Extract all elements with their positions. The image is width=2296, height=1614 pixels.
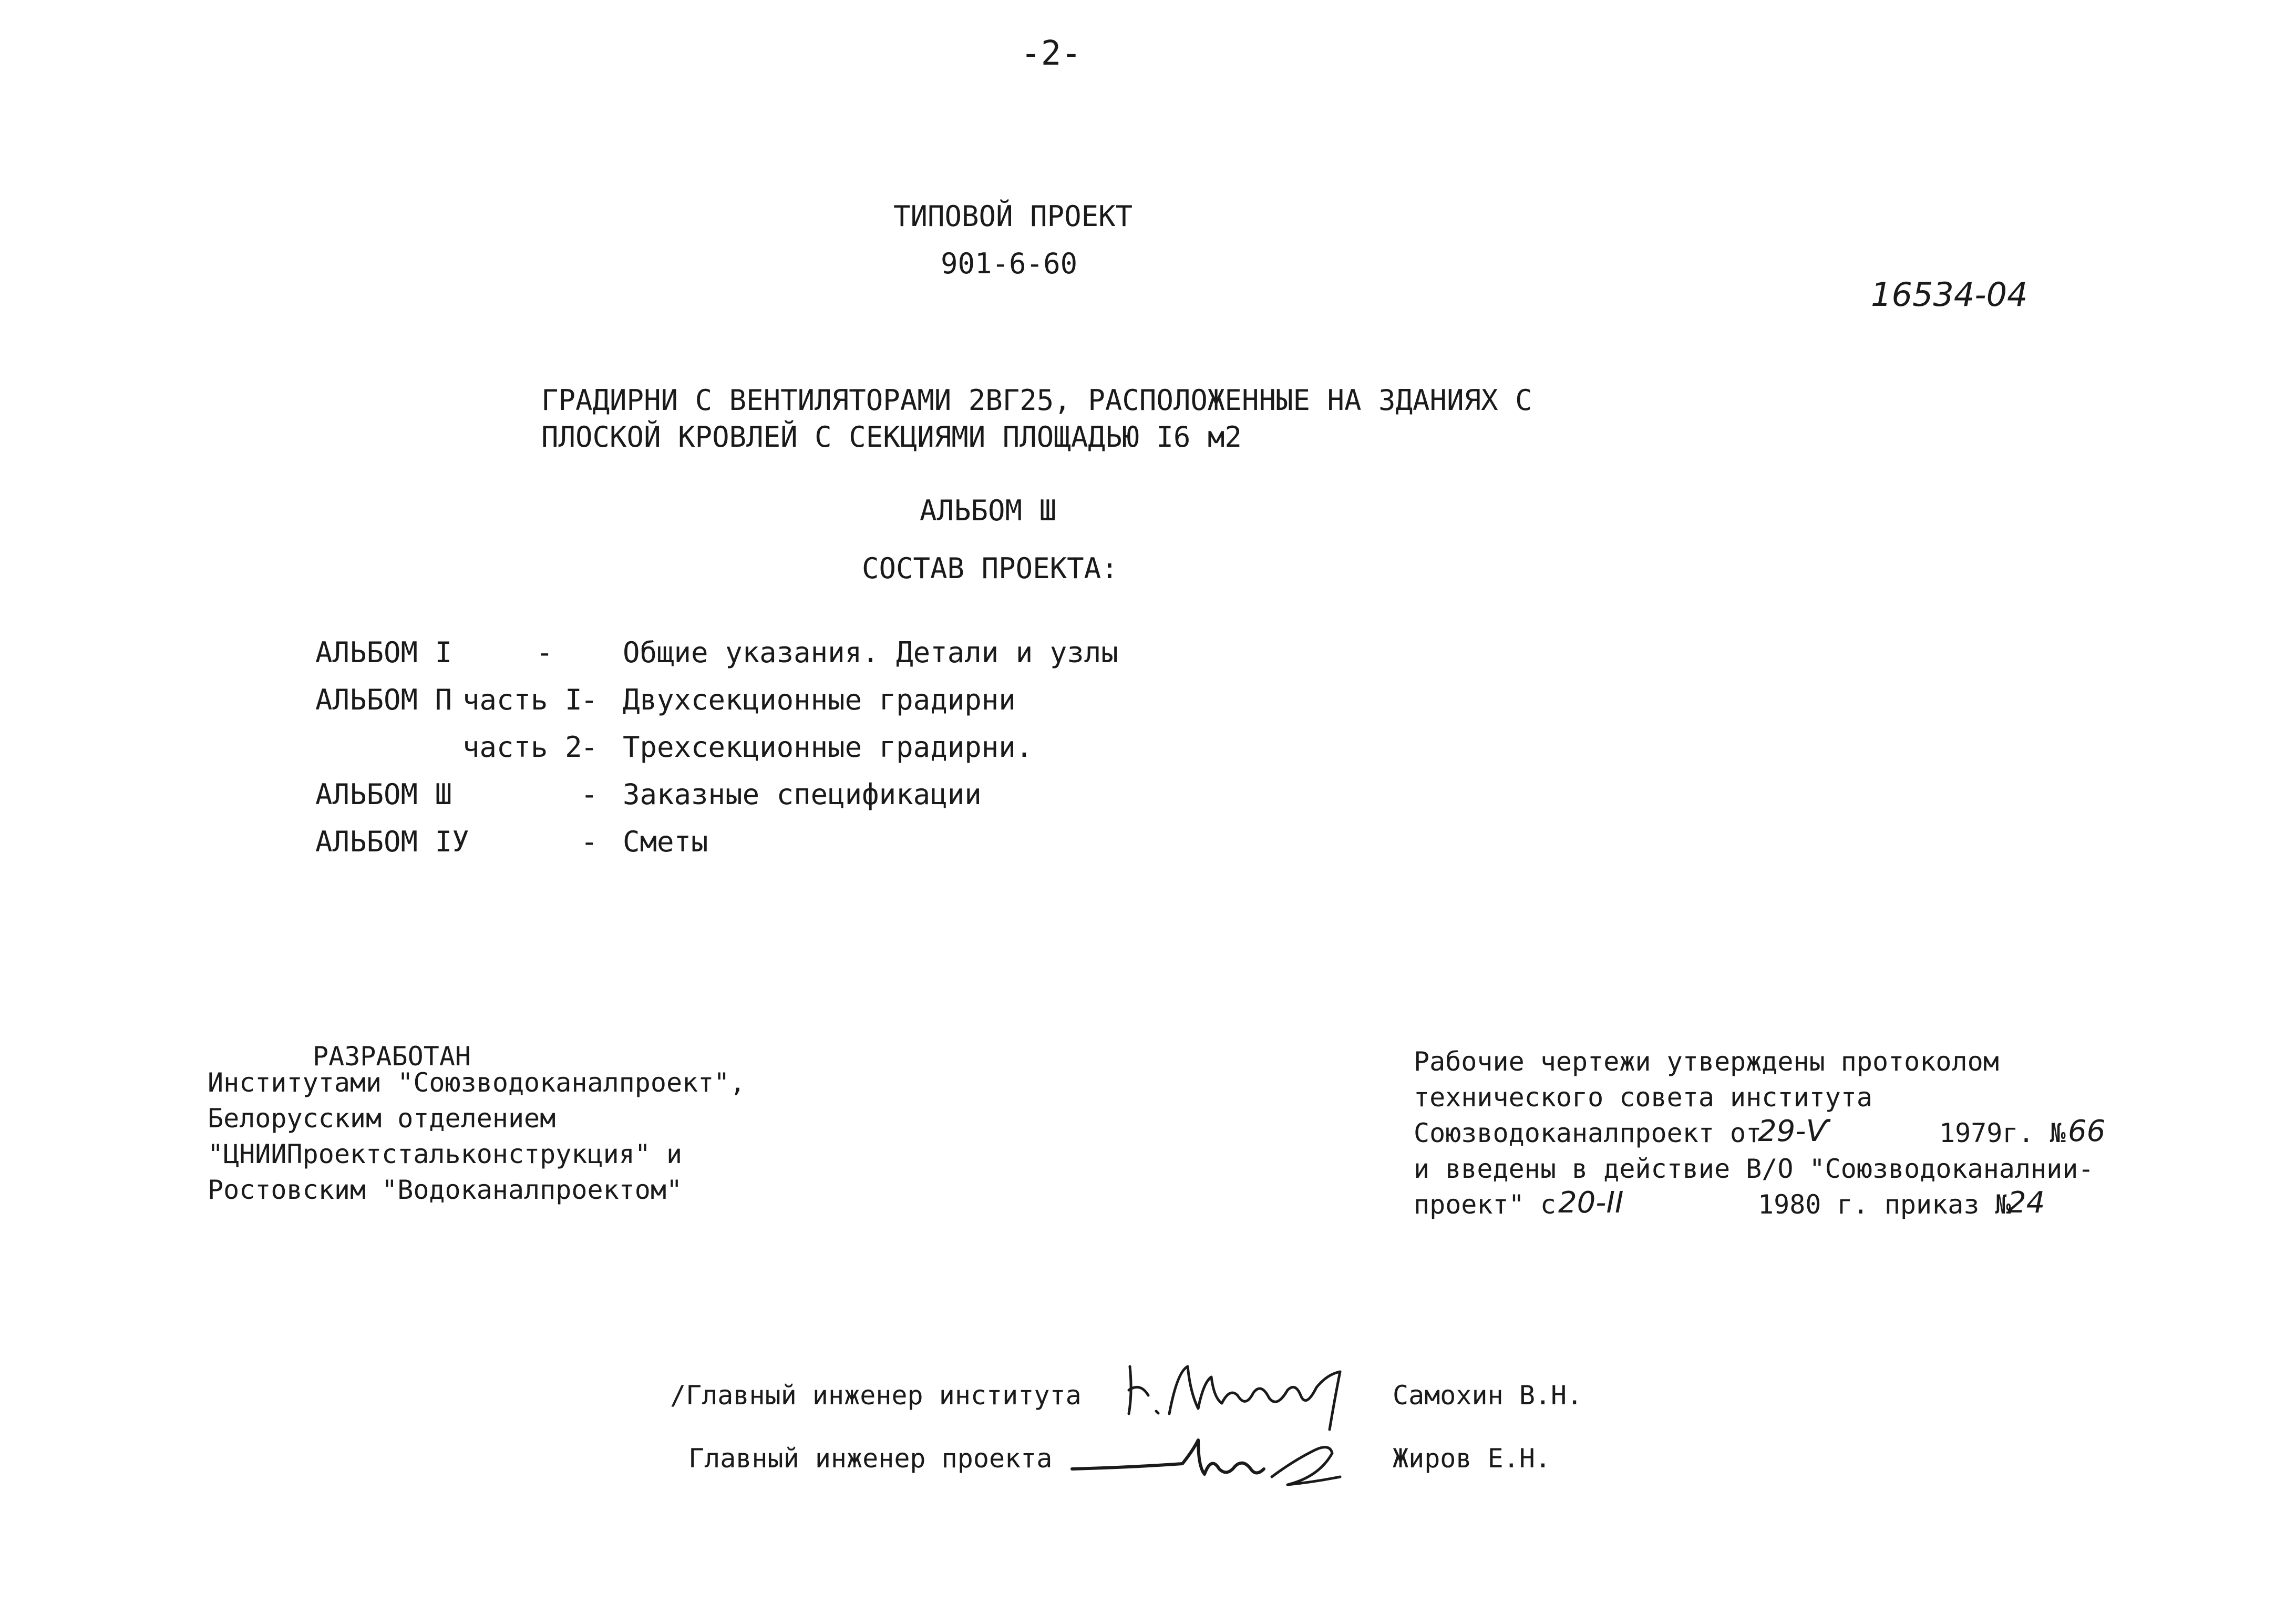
approval-protocol-number: 66 xyxy=(2068,1114,2106,1148)
contents-description: Двухсекционные градирни xyxy=(623,683,1016,716)
album-heading: АЛЬБОМ Ш xyxy=(920,494,1057,527)
approval-line xyxy=(1414,1120,1762,1146)
developer-line: Белорусским отделением xyxy=(208,1103,556,1134)
page-number: -2- xyxy=(1021,34,1082,73)
approval-line xyxy=(1414,1191,1556,1218)
contents-album: АЛЬБОМ Ш xyxy=(315,778,452,811)
signature-chief-engineer-project xyxy=(1067,1419,1361,1493)
approval-prefix: проект" с xyxy=(1414,1189,1556,1220)
contents-description: Трехсекционные градирни. xyxy=(623,731,1033,764)
approval-order-number: 24 xyxy=(2007,1186,2045,1220)
contents-album: АЛЬБОМ П xyxy=(315,683,452,716)
developer-line: Ростовским "Водоканалпроектом" xyxy=(208,1175,683,1205)
approval-year: 1979г. № xyxy=(1939,1118,2066,1148)
approval-line: Рабочие чертежи утверждены протоколом xyxy=(1414,1046,1999,1077)
contents-description: Сметы xyxy=(623,825,708,858)
contents-album: АЛЬБОМ I xyxy=(315,636,452,669)
developer-line: "ЦНИИПроектстальконструкция" и xyxy=(208,1139,683,1169)
contents-dash: - xyxy=(581,825,598,858)
contents-dash: - xyxy=(581,778,598,811)
contents-heading: СОСТАВ ПРОЕКТА: xyxy=(862,552,1118,585)
contents-dash: - xyxy=(581,731,598,764)
approval-date: 20-II xyxy=(1558,1186,1624,1220)
signature-name: Жиров Е.Н. xyxy=(1393,1443,1551,1474)
approval-year: 1980 г. приказ № xyxy=(1758,1189,2011,1220)
contents-dash: - xyxy=(581,683,598,716)
developer-line: Институтами "Союзводоканалпроект", xyxy=(208,1067,746,1098)
approval-line: и введены в действие В/О "Союзводоканалнии- xyxy=(1414,1154,2094,1184)
title-line-2: ПЛОСКОЙ КРОВЛЕЙ С СЕКЦИЯМИ ПЛОЩАДЬЮ I6 м2 xyxy=(541,420,1242,454)
contents-description: Заказные спецификации xyxy=(623,778,982,811)
contents-part: часть I xyxy=(462,683,582,716)
inventory-number: 16534-04 xyxy=(1871,275,2028,314)
approval-prefix: Союзводоканалпроект от xyxy=(1414,1118,1762,1148)
approval-line: технического совета института xyxy=(1414,1082,1872,1113)
project-label: ТИПОВОЙ ПРОЕКТ xyxy=(893,200,1133,233)
contents-description: Общие указания. Детали и узлы xyxy=(623,636,1118,669)
contents-part: часть 2 xyxy=(462,731,582,764)
contents-dash: - xyxy=(536,636,553,669)
project-number: 901-6-60 xyxy=(941,247,1078,280)
contents-album: АЛЬБОМ IУ xyxy=(315,825,469,858)
signature-role: Главный инженер проекта xyxy=(688,1443,1053,1474)
title-line-1: ГРАДИРНИ С ВЕНТИЛЯТОРАМИ 2ВГ25, РАСПОЛОЖЕННЫЕ НА ЗДАНИЯХ С xyxy=(541,384,1532,417)
signature-name: Самохин В.Н. xyxy=(1393,1380,1583,1411)
developer-heading: РАЗРАБОТАН xyxy=(313,1041,471,1072)
approval-date: 29-Ѵ xyxy=(1758,1114,1829,1148)
signature-role: /Главный инженер института xyxy=(670,1380,1082,1411)
